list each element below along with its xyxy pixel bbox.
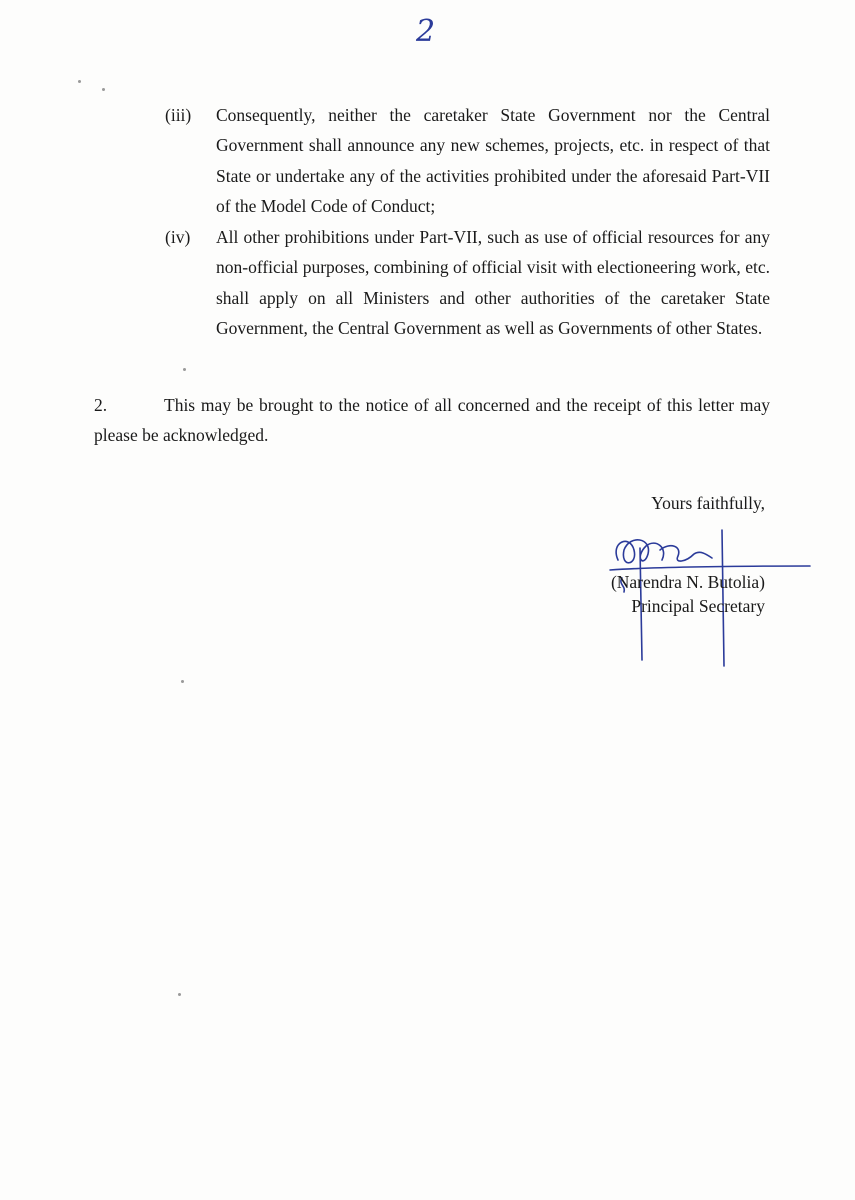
closing-salutation: Yours faithfully, [651, 493, 765, 513]
signatory-designation: Principal Secretary [631, 596, 765, 616]
handwritten-page-number: 2 [416, 14, 436, 49]
paragraph-2 [94, 390, 770, 451]
item-text: Consequently, neither the caretaker State Government nor the Central Government shall announce any new schemes, projects, etc. in respect of that State or undertake any of the activities prohibited under the aforesaid Part-VII of the Model Code of Conduct; [216, 105, 770, 217]
list-item-iv [165, 222, 770, 344]
list-item-iii [165, 100, 770, 222]
item-label: (iii) [165, 105, 192, 125]
paragraph-number: 2. [94, 395, 108, 415]
item-text: All other prohibitions under Part-VII, such as use of official resources for any non-official purposes, combining of official visit with electioneering work, etc. shall apply on all Ministers and other authorities of the caretaker State Government, the Central Government as well as Governments of other States. [216, 227, 770, 339]
scan-speck [181, 680, 184, 683]
signatory-block [560, 570, 765, 618]
scan-speck [78, 80, 81, 83]
scan-speck [183, 368, 186, 371]
scan-speck [102, 88, 105, 91]
signatory-name: (Narendra N. Butolia) [610, 572, 765, 592]
scan-speck [178, 993, 181, 996]
item-label: (iv) [165, 227, 191, 247]
paragraph-text: This may be brought to the notice of all concerned and the receipt of this letter may please be acknowledged. [94, 395, 770, 446]
